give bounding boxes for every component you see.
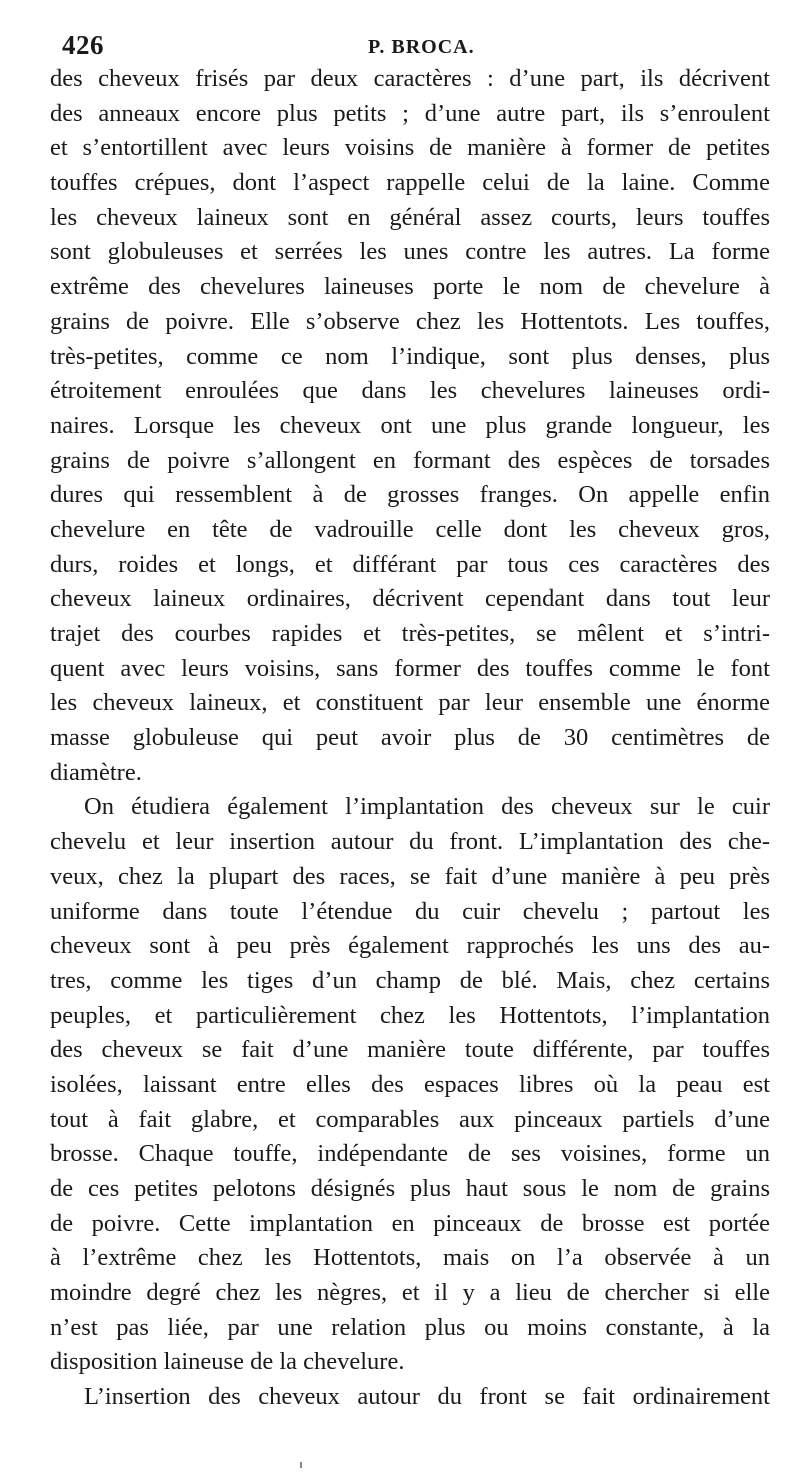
- text-line: n’est pas liée, par une relation plus ou moins constante, à la: [50, 1313, 770, 1341]
- text-line: des anneaux encore plus petits ; d’une autre part, ils s’enroulent: [50, 99, 770, 127]
- text-line: et s’entortillent avec leurs voisins de manière à former de petites: [50, 134, 770, 162]
- text-line: naires. Lorsque les cheveux ont une plus grande longueur, les: [50, 411, 770, 439]
- text-line: grains de poivre s’allongent en formant des espèces de torsades: [50, 446, 770, 474]
- text-line: brosse. Chaque touffe, indépendante de ses voisines, forme un: [50, 1140, 770, 1168]
- body-text: [50, 62, 770, 1415]
- text-line: durs, roides et longs, et différant par tous ces caractères des: [50, 550, 770, 578]
- text-line: étroitement enroulées que dans les chevelures laineuses ordi-: [50, 377, 770, 405]
- text-line: à l’extrême chez les Hottentots, mais on l’a observée à un: [50, 1244, 770, 1272]
- text-line: très-petites, comme ce nom l’indique, sont plus denses, plus: [50, 342, 770, 370]
- text-line: On étudiera également l’implantation des cheveux sur le cuir: [84, 793, 770, 821]
- text-line: disposition laineuse de la chevelure.: [50, 1348, 405, 1376]
- text-line: chevelure en tête de vadrouille celle dont les cheveux gros,: [50, 515, 770, 543]
- text-line: dures qui ressemblent à de grosses franges. On appelle enfin: [50, 481, 770, 509]
- text-line: veux, chez la plupart des races, se fait d’une manière à peu près: [50, 862, 770, 890]
- text-line: tres, comme les tiges d’un champ de blé. Mais, chez certains: [50, 966, 770, 994]
- text-line: isolées, laissant entre elles des espaces libres où la peau est: [50, 1070, 770, 1098]
- text-line: extrême des chevelures laineuses porte le nom de chevelure à: [50, 273, 770, 301]
- text-line: uniforme dans toute l’étendue du cuir chevelu ; partout les: [50, 897, 770, 925]
- text-line: cheveux laineux ordinaires, décrivent cependant dans tout leur: [50, 585, 770, 613]
- text-line: les cheveux laineux sont en général assez courts, leurs touffes: [50, 203, 770, 231]
- text-line: de poivre. Cette implantation en pinceaux de brosse est portée: [50, 1209, 770, 1237]
- text-line: peuples, et particulièrement chez les Hottentots, l’implantation: [50, 1001, 770, 1029]
- text-line: touffes crépues, dont l’aspect rappelle celui de la laine. Comme: [50, 169, 770, 197]
- text-line: tout à fait glabre, et comparables aux pinceaux partiels d’une: [50, 1105, 770, 1133]
- page-number: 426: [62, 30, 104, 60]
- text-line: des cheveux se fait d’une manière toute différente, par touffes: [50, 1036, 770, 1064]
- text-line: cheveux sont à peu près également rapprochés les uns des au-: [50, 932, 770, 960]
- text-line: masse globuleuse qui peut avoir plus de 30 centimètres de: [50, 724, 770, 752]
- text-line: L’insertion des cheveux autour du front se fait ordinairement: [84, 1383, 770, 1411]
- running-title: P. BROCA.: [368, 36, 475, 58]
- text-line: sont globuleuses et serrées les unes contre les autres. La forme: [50, 238, 770, 266]
- running-header: [62, 30, 770, 66]
- text-line: trajet des courbes rapides et très-petites, se mêlent et s’intri-: [50, 620, 770, 647]
- text-line: des cheveux frisés par deux caractères : d’une part, ils décrivent: [50, 65, 770, 92]
- text-line: les cheveux laineux, et constituent par leur ensemble une énorme: [50, 689, 770, 717]
- print-mark: [300, 1462, 302, 1468]
- text-line: de ces petites pelotons désignés plus haut sous le nom de grains: [50, 1175, 770, 1202]
- text-line: diamètre.: [50, 758, 142, 786]
- text-line: grains de poivre. Elle s’observe chez les Hottentots. Les touffes,: [50, 307, 770, 335]
- text-line: quent avec leurs voisins, sans former des touffes comme le font: [50, 654, 770, 682]
- text-line: chevelu et leur insertion autour du front. L’implantation des che-: [50, 828, 770, 856]
- text-line: moindre degré chez les nègres, et il y a lieu de chercher si elle: [50, 1279, 770, 1307]
